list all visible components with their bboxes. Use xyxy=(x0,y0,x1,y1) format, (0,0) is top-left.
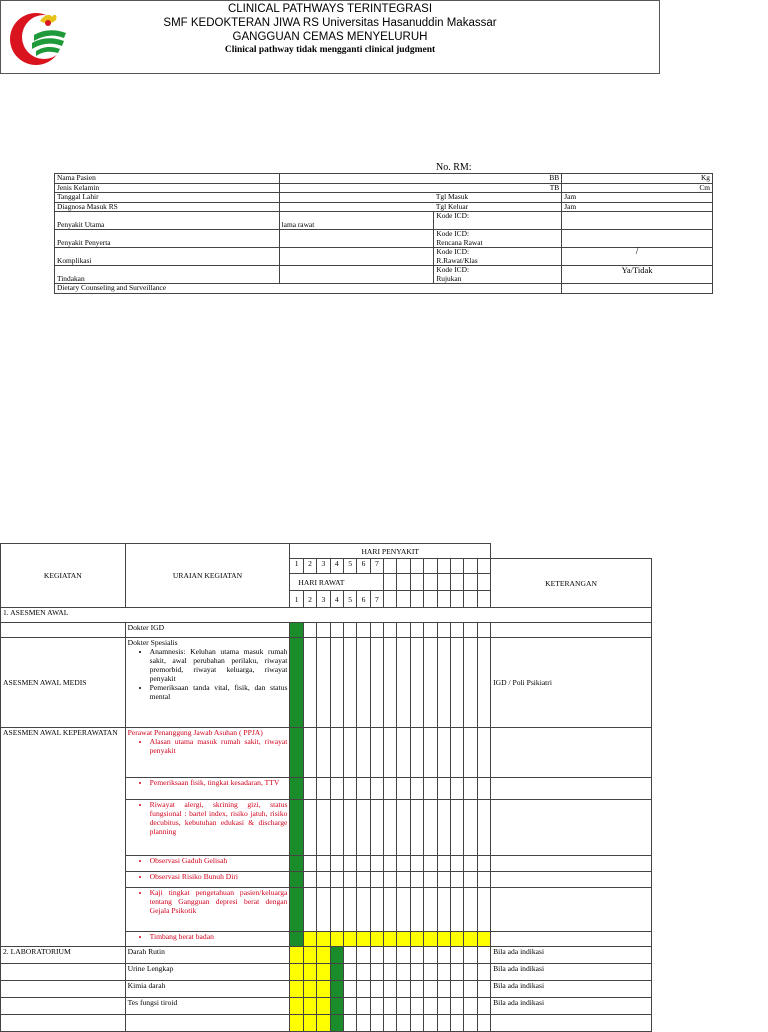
kode-icd-1: Kode ICD: xyxy=(434,212,562,230)
dokter-igd: Dokter IGD xyxy=(125,623,290,638)
hr-day-2: 2 xyxy=(303,591,316,608)
kep-item: • Pemeriksaan fisik, tingkat kesadaran, TTV xyxy=(150,778,288,787)
tindakan-label: Tindakan xyxy=(55,266,280,284)
tgl-keluar-label: Tgl Keluar xyxy=(434,202,562,212)
asesmen-medis-label: ASESMEN AWAL MEDIS xyxy=(1,638,126,728)
hp-day-1: 1 xyxy=(290,559,303,574)
medis-item: • Pemeriksaan tanda vital, fisik, dan status mental xyxy=(150,683,288,701)
hp-day-5: 5 xyxy=(343,559,356,574)
hp-day-3: 3 xyxy=(317,559,330,574)
slash-mark: / xyxy=(562,248,713,266)
kep-item: • Alasan utama masuk rumah sakit, riwayat penyakit xyxy=(150,737,288,755)
kep-item: • Timbang berat badan xyxy=(150,932,288,941)
medis-keterangan: IGD / Poli Psikiatri xyxy=(491,638,652,728)
hari-penyakit-header: HARI PENYAKIT xyxy=(290,544,491,559)
lab-item: Tes fungsi tiroid xyxy=(125,998,290,1015)
hr-day-1: 1 xyxy=(290,591,303,608)
kode-icd-3: Kode ICD: xyxy=(436,247,469,256)
header-box xyxy=(0,0,660,74)
lab-keterangan: Bila ada indikasi xyxy=(491,981,652,998)
hp-day-2: 2 xyxy=(303,559,316,574)
section-laboratorium: 2. LABORATORIUM xyxy=(1,947,126,964)
tgl-masuk-label: Tgl Masuk xyxy=(434,193,562,203)
hp-day-4: 4 xyxy=(330,559,343,574)
col-kegiatan-header: KEGIATAN xyxy=(1,544,126,608)
col-uraian-header: URAIAN KEGIATAN xyxy=(125,544,290,608)
rawat-klas-label: R.Rawat/Klas xyxy=(436,255,478,265)
penyakit-utama-label: Penyakit Utama xyxy=(55,212,280,230)
hr-day-5: 5 xyxy=(343,591,356,608)
bb-label: BB xyxy=(279,174,562,184)
asesmen-keperawatan-label: ASESMEN AWAL KEPERAWATAN xyxy=(1,728,126,947)
lab-item: Darah Rutin xyxy=(125,947,290,964)
header-title-3: GANGGUAN CEMAS MENYELURUH xyxy=(232,31,428,43)
lab-keterangan: Bila ada indikasi xyxy=(491,947,652,964)
kg-unit: Kg xyxy=(562,174,713,184)
header-title-2: SMF KEDOKTERAN JIWA RS Universitas Hasanuddin Makassar xyxy=(163,17,497,29)
nama-pasien-label: Nama Pasien xyxy=(55,174,280,184)
kep-item: • Riwayat alergi, skrining gizi, status fungsional : bartel index, risiko jatuh, risiko decubitus, kebutuhan edukasi & discharge planning xyxy=(150,800,288,836)
hari-rawat-header: HARI RAWAT xyxy=(290,574,384,591)
ya-tidak-label: Ya/Tidak xyxy=(562,266,713,284)
lama-rawat-label: lama rawat xyxy=(279,212,434,230)
dietary-label: Dietary Counseling and Surveillance xyxy=(55,284,562,294)
jenis-kelamin-label: Jenis Kelamin xyxy=(55,183,280,193)
tanggal-lahir-label: Tanggal Lahir xyxy=(55,193,280,203)
jam-masuk-label: Jam xyxy=(562,193,713,203)
hr-day-7: 7 xyxy=(370,591,383,608)
kep-item: • Kaji tingkat pengetahuan pasien/keluarga tentang Gangguan depresi berat dengan Gejala Psikotik xyxy=(150,888,288,915)
jam-keluar-label: Jam xyxy=(562,202,713,212)
lab-keterangan: Bila ada indikasi xyxy=(491,998,652,1015)
hp-day-7: 7 xyxy=(370,559,383,574)
section-asesmen-awal: 1. ASESMEN AWAL xyxy=(1,608,652,623)
keterangan-header: KETERANGAN xyxy=(491,559,652,608)
hp-day-6: 6 xyxy=(357,559,370,574)
rujukan-label: Rujukan xyxy=(436,273,462,283)
hr-day-6: 6 xyxy=(357,591,370,608)
kode-icd-4: Kode ICD: xyxy=(436,265,469,274)
kep-item: • Observasi Risiko Bunuh Diri xyxy=(150,872,288,881)
kode-icd-2: Kode ICD: xyxy=(436,229,469,238)
lab-keterangan: Bila ada indikasi xyxy=(491,964,652,981)
rencana-rawat-label: Rencana Rawat xyxy=(436,237,483,247)
header-title-1: CLINICAL PATHWAYS TERINTEGRASI xyxy=(227,3,433,15)
lab-item: Urine Lengkap xyxy=(125,964,290,981)
tb-label: TB xyxy=(279,183,562,193)
header-subtitle: Clinical pathway tidak mengganti clinical judgment xyxy=(224,45,436,55)
dokter-spesialis: Dokter Spesialis xyxy=(127,638,178,647)
cm-unit: Cm xyxy=(562,183,713,193)
hr-day-3: 3 xyxy=(317,591,330,608)
kep-item: • Observasi Gaduh Gelisah xyxy=(150,856,288,865)
hr-day-4: 4 xyxy=(330,591,343,608)
patient-info-table xyxy=(54,173,713,294)
lab-item: Kimia darah xyxy=(125,981,290,998)
komplikasi-label: Komplikasi xyxy=(55,248,280,266)
pathway-table xyxy=(0,543,652,1032)
no-rm-label: No. RM: xyxy=(436,162,472,173)
diagnosa-masuk-label: Diagnosa Masuk RS xyxy=(55,202,280,212)
penyakit-penyerta-label: Penyakit Penyerta xyxy=(55,230,280,248)
ppja-label: Perawat Penanggung Jawab Asuhan ( PPJA) xyxy=(127,728,263,737)
medis-item: • Anamnesis: Keluhan utama masuk rumah sakit, awal perubahan perilaku, riwayat premorbid, riwayat keluarga, riwayat penyakit xyxy=(150,647,288,683)
